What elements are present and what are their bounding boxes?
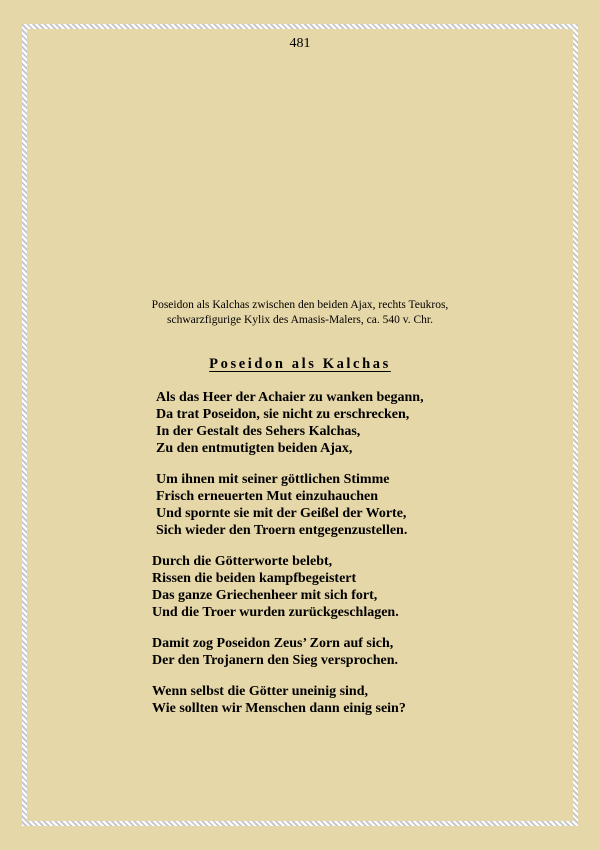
poem-line: Frisch erneuerten Mut einzuhauchen	[156, 489, 379, 504]
poem-line: Um ihnen mit seiner göttlichen Stimme	[156, 472, 390, 487]
poem-line: Und die Troer wurden zurückgeschlagen.	[152, 605, 399, 620]
poem-stanza-1	[156, 389, 424, 457]
illustration-placeholder	[140, 70, 460, 285]
poem-line: Wenn selbst die Götter uneinig sind,	[152, 684, 369, 699]
caption-line-2: schwarzfigurige Kylix des Amasis-Malers, ca. 540 v. Chr.	[167, 314, 433, 326]
caption-line-1: Poseidon als Kalchas zwischen den beiden Ajax, rechts Teukros,	[151, 299, 449, 311]
poem-line: Als das Heer der Achaier zu wanken begann,	[156, 390, 424, 405]
poem-line: Rissen die beiden kampfbegeistert	[152, 571, 357, 586]
poem-stanza-2	[156, 471, 407, 539]
poem-line: Damit zog Poseidon Zeus’ Zorn auf sich,	[152, 636, 394, 651]
poem-line: Und spornte sie mit der Geißel der Worte,	[156, 506, 407, 521]
poem-stanza-4	[152, 635, 398, 669]
page-number: 481	[289, 36, 311, 51]
poem-line: Durch die Götterworte belebt,	[152, 554, 333, 569]
poem-line: Der den Trojanern den Sieg versprochen.	[152, 653, 399, 668]
poem-line: Da trat Poseidon, sie nicht zu erschrecken,	[156, 407, 410, 422]
poem-line: Das ganze Griechenheer mit sich fort,	[152, 588, 378, 603]
poem-stanza-3	[152, 553, 399, 621]
poem-line: Sich wieder den Troern entgegenzustellen.	[156, 523, 408, 538]
poem-line: Wie sollten wir Menschen dann einig sein?	[152, 701, 406, 716]
poem-line: In der Gestalt des Sehers Kalchas,	[156, 424, 361, 439]
image-caption	[0, 298, 600, 328]
poem-stanza-5	[152, 683, 406, 717]
poem-line: Zu den entmutigten beiden Ajax,	[156, 441, 353, 456]
poem-title: Poseidon als Kalchas	[209, 356, 391, 372]
